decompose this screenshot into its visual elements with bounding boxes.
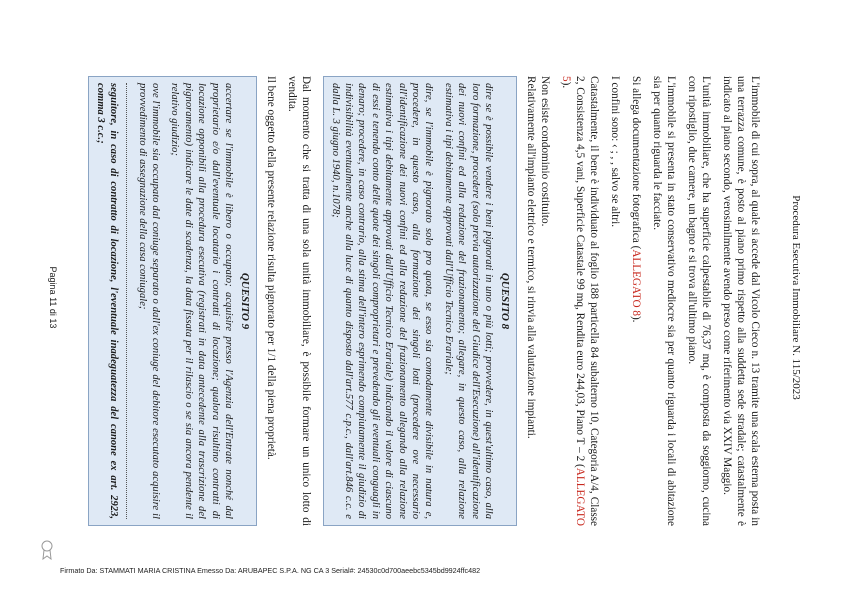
- quesito-8-text-a: dire se è possibile vendere i beni pignorati in uno o più lotti; provvedere, in quest'ultimo caso, alla loro formazione, procedere (solo previa autorizzazione del Giudice dell'Esecuzione) all'identificazione dei nuovi confini ed alla redazione del frazionamento; allegare, in questo caso, alla relazione estimativa i tipi debitamente approvati dall'Ufficio Tecnico Erariale;: [442, 83, 494, 519]
- paragraph-plant: Relativamente all'impianto elettrico e termico, si rinvia alla valutazione impianti.: [525, 76, 537, 439]
- cadastral-prefix: Catastalmente, il bene è individuato al foglio 188 particella 84 subalterno 10, Categoria A/4, Classe 2, Consistenza 4,5 vani, Superficie Catastale 99 mq, Rendita euro 244,03, Piano T – 2 (: [574, 76, 600, 526]
- allegato-5-ref: ALLEGATO 5: [560, 76, 586, 526]
- quesito-8-box: [323, 76, 517, 526]
- paragraph-composition: L'unità immobiliare, che ha superficie calpestabile di 76,37 mq, è composta da soggiorno, cucina con ripostiglio, due camere, un bagno e si trova all'ultimo piano.: [686, 76, 712, 526]
- digital-signature: Firmato Da: STAMMATI MARIA CRISTINA Emesso Da: ARUBAPEC S.P.A. NG CA 3 Serial#: 24530c0d700aeebc5345bd9924ffc482: [60, 566, 481, 575]
- allegato-8-ref: ALLEGATO 8: [630, 249, 642, 316]
- photos-suffix: ).: [630, 315, 642, 323]
- document-body: [78, 76, 762, 526]
- paragraph-access: L'immobile di cui sopra, al quale si accede dal Vicolo Cieco n. 13 tramite una scala esterna posta in una terrazza comune, è posto al piano primo rispetto alla suddetta sede stradale; catastalmente è indicato al piano secondo, verosimilmente avendo preso come riferimento via XXIV Maggio.: [721, 76, 761, 526]
- page-number: Pagina 11 di 13: [48, 266, 58, 329]
- quesito-9-text-a: accertare se l'immobile è libero o occupato; acquisire presso l'Agenzia dell'Entrate nonché dal proprietario e/o dall'eventuale locatario i contratti di locazione; qualora risultino contratti di locazione opponibili alla procedura esecutiva (registrati in data antecedente alla trascrizione del pignoramento) indicare le date di scadenza, la data fissata per il rilascio o se sia ancora pendente il relativo giudizio;: [169, 83, 235, 519]
- quesito-8-text-b: dire, se l'immobile è pignorato solo pro quota, se esso sia comodamente divisibile in natura e, procedere, in questo caso, alla formazione dei singoli lotti (procedere ove necessario all'identificazione dei nuovi confini ed alla redazione del frazionamento allegando alla relazione estimativa i tipi debitamente approvati dall'Ufficio Tecnico Erariale) indicando il valore di ciascuno di essi e tenendo conto delle quote dei singoli comproprietari e prevedendo gli eventuali conguagli in denaro; procedere, in caso contrario, alla stima dell'intero esprimendo compiutamente il giudizio di indivisibilità eventualmente anche alla luce di quanto disposto dall'art.577 c.p.c., dall'art.846 c.c. e dalla L. 3 giugno 1940, n.1078;: [329, 83, 435, 519]
- paragraph-condominium: Non esiste condominio costituito.: [539, 76, 551, 227]
- paragraph-photos: [629, 76, 643, 526]
- paragraph-boundaries: I confini sono: ‹ ; , , salvo se altri.: [609, 76, 621, 228]
- paragraph-pignorato: Il bene oggetto della presente relazione risulta pignorato per 1/1 della piena proprietà.: [265, 76, 278, 460]
- quesito-9-box: [88, 76, 257, 526]
- cadastral-suffix: ).: [560, 81, 572, 89]
- quesito-9-text-b: ove l'immobile sia occupato dal coniuge separato o dall'ex coniuge del debitore esecutato acquisire il provvedimento di assegnazione della casa coniugale;: [136, 83, 162, 519]
- quesito-8-title: QUESITO 8: [499, 272, 511, 330]
- paragraph-cadastral: [559, 76, 601, 526]
- document-header: Procedura Esecutiva Immobiliare N. 115/2023: [790, 195, 802, 400]
- quesito-9-title: QUESITO 9: [239, 272, 252, 330]
- seal-icon: [40, 540, 54, 560]
- photos-prefix: Si allega documentazione fotografica (: [630, 76, 642, 250]
- paragraph-single-lot: Dal momento che si tratta di una sola unità immobiliare, è possibile formare un unico lotto di vendita.: [286, 76, 313, 526]
- paragraph-condition: L'immobile si presenta in stato conservativo mediocre sia per quanto riguarda i locali di abitazione sia per quanto riguarda le facciate.: [651, 76, 677, 526]
- quesito-9-text-c: seguitore, in caso di contratto di locazione, l'eventuale inadeguatezza del canone ex art. 2923, comma 3 c.c.;: [94, 83, 120, 519]
